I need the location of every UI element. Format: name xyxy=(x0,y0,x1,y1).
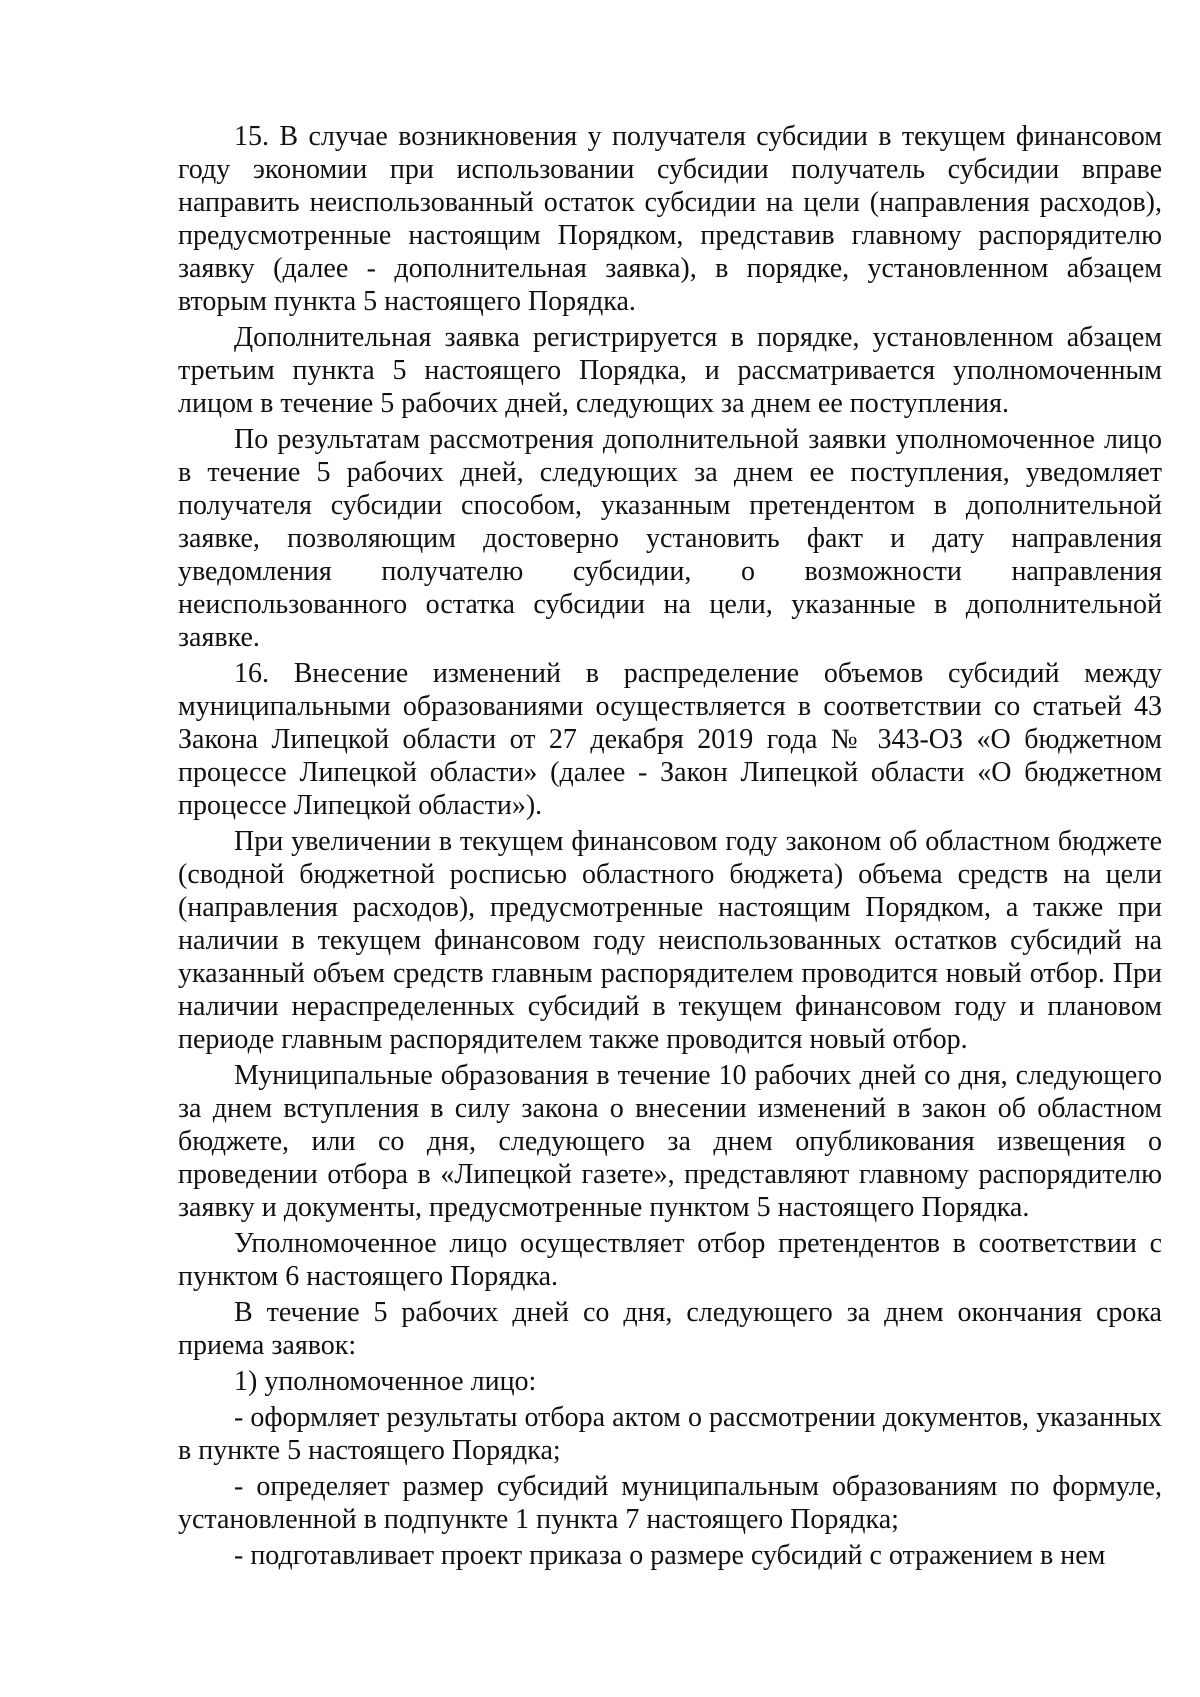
paragraph-15: 15. В случае возникновения у получателя субсидии в текущем финансовом году экономии при использовании субсидии получатель субсидии вправе направить неиспользованный остаток субсидии на цели (направления расходов), предусмотренные настоящим Порядком, представив главному распорядителю заявку (далее - дополнительная заявка), в порядке, установленном абзацем вторым пункта 5 настоящего Порядка. xyxy=(178,121,1162,317)
list-dash-item-formula: - определяет размер субсидий муниципальным образованиям по формуле, установленной в подпункте 1 пункта 7 настоящего Порядка; xyxy=(178,1471,1162,1535)
paragraph-budget-increase: При увеличении в текущем финансовом году законом об областном бюджете (сводной бюджетной росписью областного бюджета) объема средств на цели (направления расходов), предусмотренные настоящим Порядком, а также при наличии в текущем финансовом году неиспользованных остатков субсидий на указанный объем средств главным распорядителем проводится новый отбор. При наличии нераспределенных субсидий в текущем финансовом году и плановом периоде главным распорядителем также проводится новый отбор. xyxy=(178,826,1162,1055)
paragraph-16: 16. Внесение изменений в распределение объемов субсидий между муниципальными образованиями осуществляется в соответствии со статьей 43 Закона Липецкой области от 27 декабря 2019 года № 343-ОЗ «О бюджетном процессе Липецкой области» (далее - Закон Липецкой области «О бюджетном процессе Липецкой области»). xyxy=(178,658,1162,821)
list-dash-item-order: - подготавливает проект приказа о размере субсидий с отражением в нем xyxy=(234,1540,1106,1571)
list-dash-item-act: - оформляет результаты отбора актом о рассмотрении документов, указанных в пункте 5 настоящего Порядка; xyxy=(178,1402,1162,1466)
list-item-1: 1) уполномоченное лицо: xyxy=(234,1366,537,1397)
paragraph-municipal-submission: Муниципальные образования в течение 10 рабочих дней со дня, следующего за днем вступления в силу закона о внесении изменений в закон об областном бюджете, или со дня, следующего за днем опубликования извещения о проведении отбора в «Липецкой газете», представляют главному распорядителю заявку и документы, предусмотренные пунктом 5 настоящего Порядка. xyxy=(178,1060,1162,1223)
document-body xyxy=(178,120,1162,1575)
paragraph-deadline: В течение 5 рабочих дней со дня, следующего за днем окончания срока приема заявок: xyxy=(178,1297,1162,1361)
paragraph-additional-application: Дополнительная заявка регистрируется в порядке, установленном абзацем третьим пункта 5 настоящего Порядка, и рассматривается уполномоченным лицом в течение 5 рабочих дней, следующих за днем ее поступления. xyxy=(178,322,1162,419)
paragraph-review-results: По результатам рассмотрения дополнительной заявки уполномоченное лицо в течение 5 рабочих дней, следующих за днем ее поступления, уведомляет получателя субсидии способом, указанным претендентом в дополнительной заявке, позволяющим достоверно установить факт и дату направления уведомления получателю субсидии, о возможности направления неиспользованного остатка субсидии на цели, указанные в дополнительной заявке. xyxy=(178,424,1162,653)
paragraph-selection: Уполномоченное лицо осуществляет отбор претендентов в соответствии с пунктом 6 настоящего Порядка. xyxy=(178,1228,1162,1292)
